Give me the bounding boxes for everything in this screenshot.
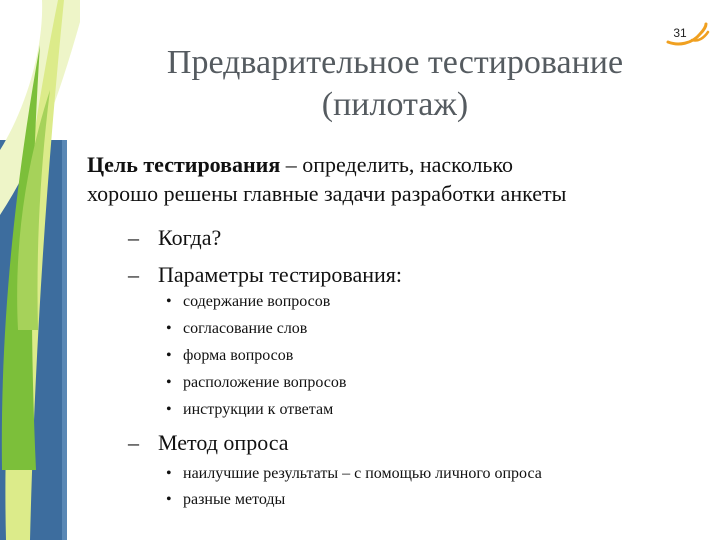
bullet-marker: • bbox=[166, 320, 172, 337]
bullet-marker: • bbox=[166, 293, 172, 310]
subitem-label: согласование слов bbox=[183, 320, 308, 337]
intro-bold-term: Цель тестирования bbox=[87, 152, 281, 177]
dash-marker: – bbox=[128, 430, 139, 455]
dash-marker: – bbox=[128, 225, 139, 250]
bullet-marker: • bbox=[166, 465, 172, 482]
bullet-marker: • bbox=[166, 374, 172, 391]
dash-marker: – bbox=[128, 262, 139, 287]
bullet-marker: • bbox=[166, 347, 172, 364]
list-item-label: Когда? bbox=[158, 225, 222, 250]
intro-line-1-rest: – определить, насколько bbox=[280, 152, 514, 177]
slide-title bbox=[100, 42, 690, 126]
subitem-label: инструкции к ответам bbox=[183, 401, 334, 418]
list-item-label: Параметры тестирования: bbox=[158, 262, 402, 287]
bullet-marker: • bbox=[166, 401, 172, 418]
slide-title-line-1: Предварительное тестирование bbox=[166, 44, 624, 81]
page-number: 31 bbox=[673, 26, 687, 40]
intro-line-1 bbox=[87, 150, 712, 179]
subitem-label: разные методы bbox=[183, 491, 286, 508]
subitem-label: содержание вопросов bbox=[183, 293, 331, 310]
subitem-label: расположение вопросов bbox=[183, 374, 347, 391]
slide-title-line-2: (пилотаж) bbox=[321, 86, 469, 123]
subitem-label: наилучшие результаты – с помощью личного опроса bbox=[183, 465, 542, 482]
decorative-sidebar bbox=[0, 0, 80, 540]
bullet-marker: • bbox=[166, 491, 172, 508]
intro-line-2: хорошо решены главные задачи разработки анкеты bbox=[87, 181, 567, 206]
list-item-label: Метод опроса bbox=[158, 430, 289, 455]
subitem-label: форма вопросов bbox=[183, 347, 294, 364]
intro-paragraph bbox=[87, 150, 712, 208]
